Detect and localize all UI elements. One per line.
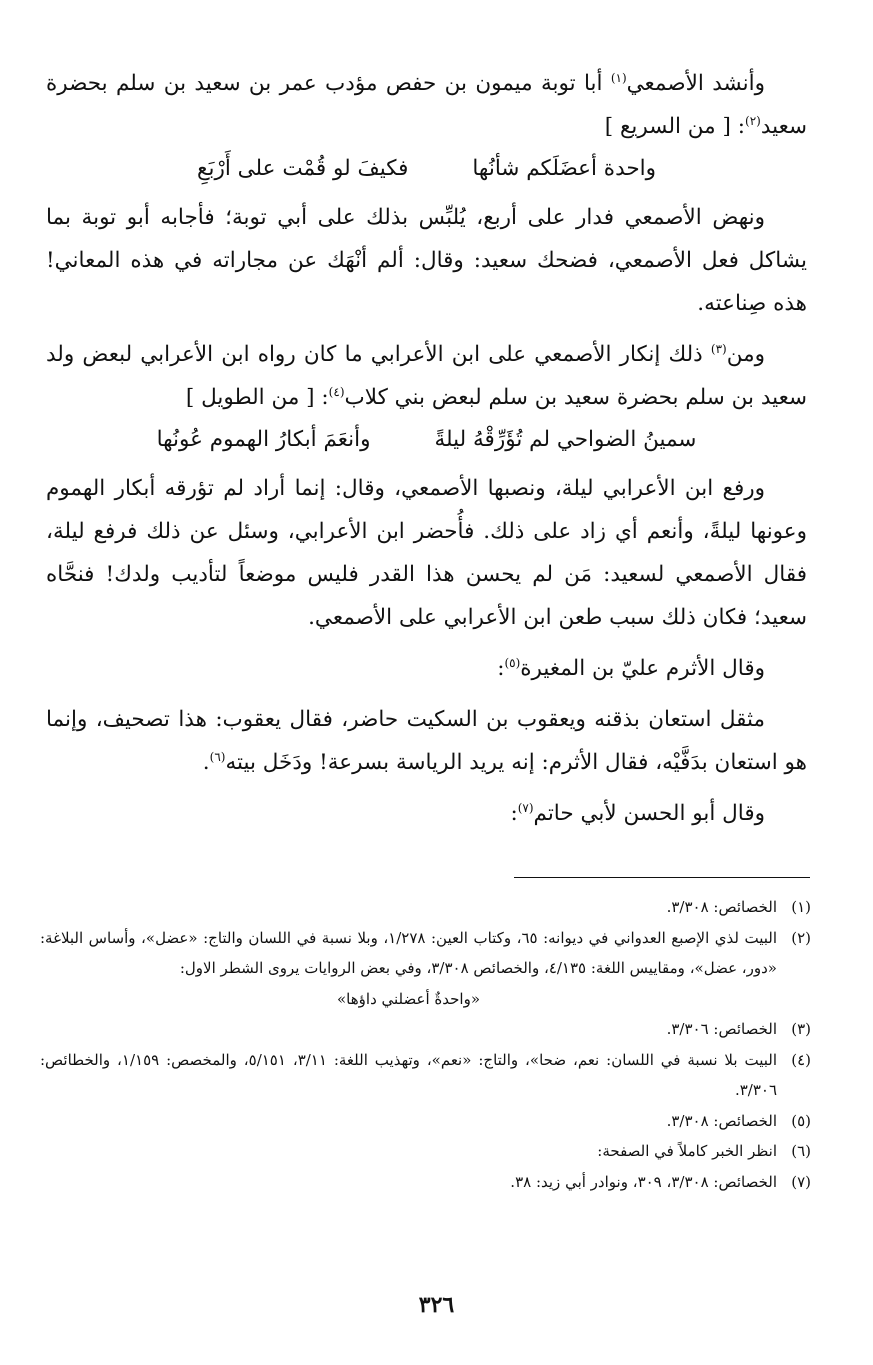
footnote-ref-2[interactable]: (٢) bbox=[745, 113, 761, 128]
paragraph-1 bbox=[46, 62, 807, 148]
footnote-text: الخصائص: ٣/٣٠٨، ٣٠٩، ونوادر أبي زيد: ٣٨. bbox=[510, 1172, 777, 1191]
footnote-ref-4[interactable]: (٤) bbox=[328, 384, 345, 399]
footnote-number: (٦) bbox=[791, 1142, 811, 1160]
footnote bbox=[40, 1136, 811, 1167]
meter-label-1: [ من السريع ] bbox=[604, 114, 731, 139]
footnote-quoted-verse: «واحدةٌ أعضلني داؤها» bbox=[337, 989, 480, 1008]
p3-text-2: ذلك إنكار الأصمعي على ابن الأعرابي ما كان رواه ابن الأعرابي لبعض ولد سعيد بن سلم بحضرة سعيد بن سلم لبعض بني كلاب bbox=[46, 342, 807, 410]
verse-2 bbox=[46, 419, 807, 461]
footnote-ref-7[interactable]: (٧) bbox=[517, 800, 534, 815]
footnote bbox=[40, 1014, 811, 1045]
footnote-number: (٧) bbox=[791, 1172, 811, 1191]
p7-text: وقال أبو الحسن لأبي حاتم bbox=[533, 801, 765, 826]
p6-text: مثقل استعان بذقنه ويعقوب بن السكيت حاضر، فقال يعقوب: هذا تصحيف، وإنما هو استعان بدَفَّيْه، فقال الأثرم: إنه يريد الرياسة بسرعة! ودَخَل بيته bbox=[46, 707, 807, 775]
footnote bbox=[40, 923, 811, 1015]
footnote-divider bbox=[514, 877, 810, 878]
main-text bbox=[46, 62, 807, 843]
footnote-text: البيت لذي الإصبع العدواني في ديوانه: ٦٥، وكتاب العين: ١/٢٧٨، وبلا نسبة في اللسان والتاج: «عضل»، وأساس البلاغة: «دور، عضل»، ومقاييس اللغة: ٤/١٣٥، والخصائص ٣/٣٠٨، وفي بعض الروايات يروى الشطر الاول: bbox=[40, 928, 777, 977]
p1-text-3: : bbox=[737, 114, 745, 139]
footnote-number: (٤) bbox=[791, 1050, 811, 1069]
footnote-body bbox=[40, 923, 777, 1015]
footnote-number: (٥) bbox=[791, 1111, 811, 1130]
footnote-number: (٣) bbox=[791, 1020, 811, 1038]
footnote-text: انظر الخبر كاملاً في الصفحة: bbox=[597, 1142, 777, 1160]
footnote-ref-1[interactable]: (١) bbox=[610, 70, 627, 85]
verse-1-first-hemistich: واحدة أعضَلَكم شأنُها bbox=[472, 156, 656, 181]
p1-text-2: أبا توبة ميمون بن حفص مؤدب عمر بن سعيد بن سلم بحضرة سعيد bbox=[46, 71, 807, 139]
verse-1-second-hemistich: فكيفَ لو قُمْت على أَرْبَعِ bbox=[197, 156, 409, 181]
p6-text-2: . bbox=[202, 750, 210, 775]
footnote-number: (١) bbox=[791, 898, 811, 916]
footnote-text: الخصائص: ٣/٣٠٨. bbox=[666, 898, 777, 916]
page-number: ٣٢٦ bbox=[418, 1292, 455, 1318]
footnote bbox=[40, 1045, 811, 1106]
footnote-text: الخصائص: ٣/٣٠٦. bbox=[666, 1020, 777, 1038]
paragraph-6 bbox=[46, 698, 807, 784]
paragraph-5 bbox=[46, 647, 807, 690]
footnote-number: (٢) bbox=[791, 928, 811, 947]
verse-2-first-hemistich: سمينُ الضواحي لم تُؤَرِّقْهُ ليلةً bbox=[434, 427, 697, 452]
verse-2-second-hemistich: وأنعَمَ أبكارُ الهموم عُونُها bbox=[156, 427, 371, 452]
meter-label-2: [ من الطويل ] bbox=[185, 385, 315, 410]
p1-text: وأنشد الأصمعي bbox=[626, 71, 765, 96]
paragraph-4: ورفع ابن الأعرابي ليلة، ونصبها الأصمعي، وقال: إنما أراد لم تؤرقه أبكار الهموم وعونها ليلةً، وأنعم أي زاد على ذلك. فأُحضر ابن الأعرابي، وسئل عن ذلك فرفع ليلة، فقال الأصمعي لسعيد: مَن لم يحسن هذا القدر فليس موضعاً لتأديب ولدك! فنحَّاه سعيد؛ فكان ذلك سبب طعن ابن الأعرابي على الأصمعي. bbox=[46, 476, 807, 630]
footnote-text: الخصائص: ٣/٣٠٨. bbox=[666, 1111, 777, 1130]
paragraph-7 bbox=[46, 792, 807, 835]
footnote bbox=[40, 1106, 811, 1137]
footnote-ref-6[interactable]: (٦) bbox=[209, 749, 226, 764]
footnote bbox=[40, 892, 811, 923]
p3-text: ومن bbox=[726, 342, 765, 367]
verse-1 bbox=[46, 148, 807, 190]
footnote-text: البيت بلا نسبة في اللسان: نعم، ضحا»، والتاج: «نعم»، وتهذيب اللغة: ٣/١١، ٥/١٥١، والمخصص: ١/١٥٩، والخطائص: ٣/٣٠٦. bbox=[40, 1050, 777, 1099]
footnote-ref-5[interactable]: (٥) bbox=[504, 655, 521, 670]
paragraph-3 bbox=[46, 333, 807, 419]
footnote-ref-3[interactable]: (٣) bbox=[710, 341, 727, 356]
paragraph-2: ونهض الأصمعي فدار على أربع، يُلبِّس بذلك على أبي توبة؛ فأجابه أبو توبة بما يشاكل فعل الأصمعي، فضحك سعيد: وقال: ألم أنْهَك عن مجاراته في هذه المعاني! هذه صِناعته. bbox=[46, 205, 807, 316]
p5-text: وقال الأثرم عليّ بن المغيرة bbox=[520, 656, 765, 681]
p5-text-2: : bbox=[497, 656, 505, 681]
footnotes bbox=[40, 892, 811, 1197]
p3-text-3: : bbox=[321, 385, 329, 410]
footnote bbox=[40, 1167, 811, 1198]
p7-text-2: : bbox=[510, 801, 518, 826]
